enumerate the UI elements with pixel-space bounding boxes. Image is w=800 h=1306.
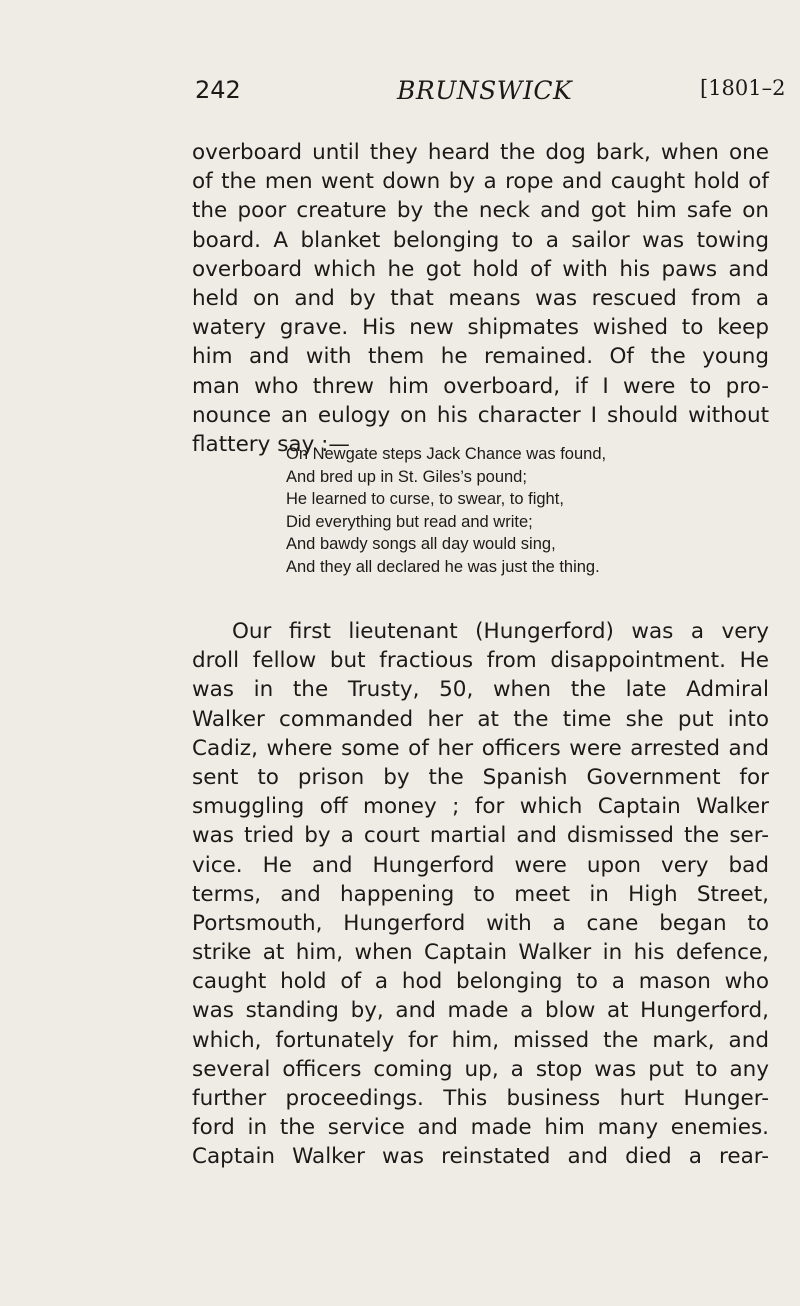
text-line: overboard until they heard the dog bark, when one	[192, 140, 769, 165]
date-range: [1801–2	[700, 76, 786, 100]
text-line: strike at him, when Captain Walker in his defence,	[192, 940, 769, 966]
text-line: was in the Trusty, 50, when the late Admiral	[192, 677, 769, 703]
text-line: Our first lieutenant (Hungerford) was a very	[232, 619, 769, 644]
page-number: 242	[195, 76, 241, 104]
text-line: which, fortunately for him, missed the mark, and	[192, 1027, 769, 1053]
text-line: Cadiz, where some of her officers were arrested and	[192, 735, 769, 761]
text-line: Portsmouth, Hungerford with a cane began to	[192, 910, 769, 936]
text-line: caught hold of a hod belonging to a mason who	[192, 969, 769, 995]
text-line: board. A blanket belonging to a sailor was towing	[192, 227, 769, 253]
text-line: the poor creature by the neck and got him safe on	[192, 198, 769, 224]
text-line: flattery say :—	[192, 431, 350, 457]
verse-line: Did everything but read and write;	[286, 512, 533, 531]
text-line: vice. He and Hungerford were upon very bad	[192, 852, 769, 878]
text-line: was standing by, and made a blow at Hungerford,	[192, 998, 769, 1024]
text-line: overboard which he got hold of with his paws and	[192, 256, 769, 282]
verse-line: And bawdy songs all day would sing,	[286, 535, 556, 553]
text-line: terms, and happening to meet in High Street,	[192, 881, 769, 907]
text-line: was tried by a court martial and dismissed the ser-	[192, 823, 769, 849]
text-line: Walker commanded her at the time she put into	[192, 706, 769, 732]
verse-line: And bred up in St. Giles’s pound;	[286, 467, 527, 486]
text-line: watery grave. His new shipmates wished to keep	[192, 315, 769, 341]
text-line: further proceedings. This business hurt Hunger-	[192, 1086, 769, 1111]
text-line: smuggling off money ; for which Captain Walker	[192, 794, 769, 820]
running-head: BRUNSWICK	[397, 76, 573, 105]
page-header	[195, 76, 795, 116]
text-line: nounce an eulogy on his character I should without	[192, 402, 769, 428]
text-line: held on and by that means was rescued from a	[192, 285, 769, 311]
text-line: Captain Walker was reinstated and died a rear-	[192, 1144, 769, 1170]
paragraph-1	[192, 138, 769, 459]
text-line: him and with them he remained. Of the young	[192, 344, 769, 370]
text-line: droll fellow but fractious from disappointment. He	[192, 648, 769, 674]
verse-block	[286, 443, 746, 578]
verse-line: And they all declared he was just the thing.	[286, 557, 600, 576]
verse-line: On Newgate steps Jack Chance was found,	[286, 445, 607, 463]
text-line: several officers coming up, a stop was put to any	[192, 1056, 769, 1082]
text-line: man who threw him overboard, if I were to pro-	[192, 373, 769, 399]
text-line: of the men went down by a rope and caught hold of	[192, 169, 769, 195]
text-line: ford in the service and made him many enemies.	[192, 1115, 769, 1141]
verse-line: He learned to curse, to swear, to fight,	[286, 490, 564, 508]
paragraph-2	[192, 617, 769, 1172]
text-line: sent to prison by the Spanish Government for	[192, 764, 769, 790]
